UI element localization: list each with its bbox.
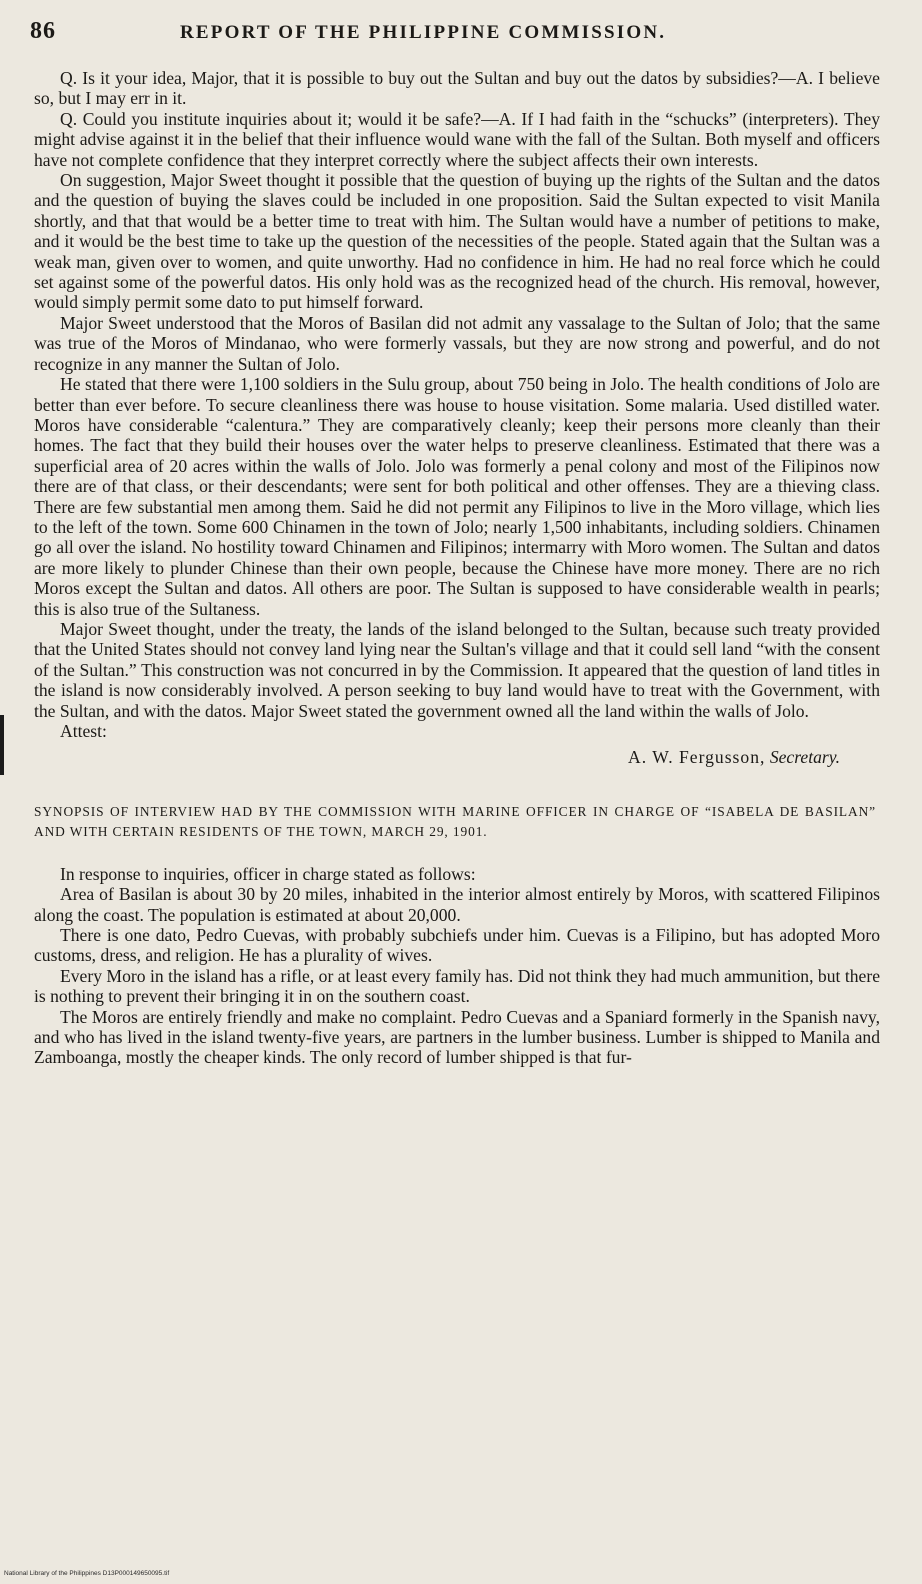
signature-name: A. W. Fergusson, (628, 747, 766, 768)
synopsis-paragraph: In response to inquiries, officer in charge stated as follows: (60, 863, 476, 884)
page-header (30, 18, 890, 48)
paragraph: Major Sweet understood that the Moros of Basilan did not admit any vassalage to the Sultan of Jolo; that the same was true of the Moros of Mindanao, who were formerly vassals, but they are now strong and powerful, and do not recognize in any manner the Sultan of Jolo. (34, 312, 880, 374)
running-head: REPORT OF THE PHILIPPINE COMMISSION. (180, 22, 667, 43)
synopsis-body (34, 864, 880, 1068)
scan-footer: National Library of the Philippines D13P000149650095.tif (4, 1570, 170, 1577)
signature-title: Secretary. (769, 747, 840, 768)
synopsis-paragraph: Every Moro in the island has a rifle, or at least every family has. Did not think they had much ammunition, but there is nothing to prevent their bringing it in on the southern coast. (34, 965, 880, 1007)
body-text (34, 68, 880, 1068)
attest-label: Attest: (60, 721, 107, 741)
synopsis-paragraph: The Moros are entirely friendly and make no complaint. Pedro Cuevas and a Spaniard formerly in the Spanish navy, and who has lived in the island twenty-five years, are partners in the lumber business. Lumber is shipped to Manila and Zamboanga, mostly the cheaper kinds. The only record of lumber shipped is that fur- (34, 1006, 880, 1068)
signature (34, 747, 880, 767)
paragraph: On suggestion, Major Sweet thought it possible that the question of buying up the rights of the Sultan and the datos and the question of buying the slaves could be included in one proposition. Said the Sultan expected to visit Manila shortly, and that that would be a better time to treat with him. The Sultan would have a number of petitions to make, and it would be the best time to take up the question of the necessities of the people. Stated again that the Sultan was a weak man, given over to women, and quite unworthy. Had no confidence in him. He had no real force which he could set against some of the powerful datos. His only hold was as the recognized head of the church. His removal, however, would simply permit some dato to put himself forward. (34, 170, 880, 313)
paragraph: Major Sweet thought, under the treaty, the lands of the island belonged to the Sultan, because such treaty provided that the United States should not convey land lying near the Sultan's village and that it could sell land “with the consent of the Sultan.” This construction was not concurred in by the Commission. It appeared that the question of land titles in the island is now considerably involved. A person seeking to buy land would have to treat with the Government, with the Sultan, and with the datos. Major Sweet stated the government owned all the land within the walls of Jolo. (34, 618, 880, 721)
paragraph: He stated that there were 1,100 soldiers in the Sulu group, about 750 being in Jolo. The health conditions of Jolo are better than ever before. To secure cleanliness there was house to house visitation. Some malaria. Used distilled water. Moros have considerable “calentura.” They are comparatively cleanly; keep their persons more cleanly than their homes. The fact that they build their houses over the water helps to preserve cleanliness. Estimated that there was a superficial area of 20 acres within the walls of Jolo. Jolo was formerly a penal colony and most of the Filipinos now there are of that class, or their descendants; were sent for both political and other offenses. They are a thieving class. There are few substantial men among them. Said he did not permit any Filipinos to live in the Moro village, which lies to the left of the town. Some 600 Chinamen in the town of Jolo; nearly 1,500 inhabitants, including soldiers. Chinamen go all over the island. No hostility toward Chinamen and Filipinos; intermarry with Moro women. The Sultan and datos are more likely to plunder Chinese than their own people, because the Chinese have more money. There are no rich Moros except the Sultan and datos. All others are poor. The Sultan is supposed to have considerable wealth in pearls; this is also true of the Sultaness. (34, 374, 880, 619)
synopsis-paragraph: There is one dato, Pedro Cuevas, with probably subchiefs under him. Cuevas is a Filipino, but has adopted Moro customs, dress, and religion. He has a plurality of wives. (34, 925, 880, 966)
paragraph: Q. Could you institute inquiries about it; would it be safe?—A. If I had faith in the “schucks” (interpreters). They might advise against it in the belief that their influence would wane with the fall of the Sultan. Both myself and officers have not complete confidence that they interpret correctly where the subject affects their own interests. (34, 108, 880, 170)
synopsis-heading: SYNOPSIS OF INTERVIEW HAD BY THE COMMISSION WITH MARINE OFFICER IN CHARGE OF “ISABELA DE BASILAN” AND WITH CERTAIN RESIDENTS OF THE TOWN, MARCH 29, 1901. (34, 803, 876, 839)
paragraph: Q. Is it your idea, Major, that it is possible to buy out the Sultan and buy out the datos by subsidies?—A. I believe so, but I may err in it. (34, 68, 880, 109)
binding-shadow (0, 715, 4, 775)
synopsis-paragraph: Area of Basilan is about 30 by 20 miles, inhabited in the interior almost entirely by Moros, with scattered Filipinos along the coast. The population is estimated at about 20,000. (34, 884, 880, 925)
page-number: 86 (30, 18, 56, 44)
